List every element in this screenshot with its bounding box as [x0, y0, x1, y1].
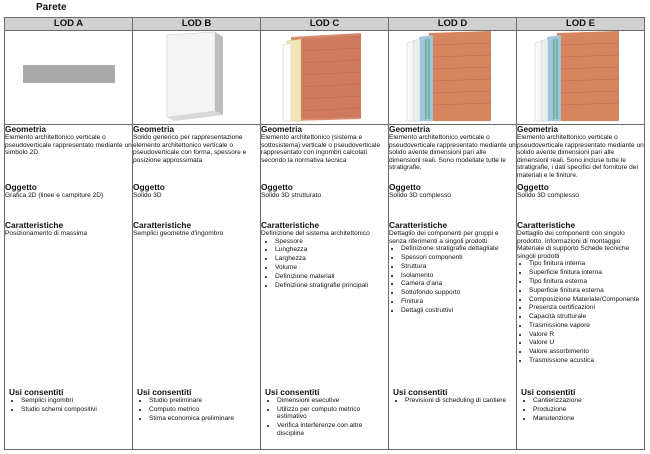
usi-consentiti-section — [265, 388, 384, 439]
oggetto-section — [517, 183, 644, 221]
caratteristiche-title: Caratteristiche — [389, 220, 448, 230]
list-item: • Sottofondo supporto — [401, 289, 516, 297]
oggetto-section — [5, 183, 132, 221]
flat-gray-bar-icon — [5, 31, 131, 123]
list-item: • Struttura — [401, 263, 516, 271]
image-cell-lod-c — [261, 31, 389, 125]
caratteristiche-list — [389, 245, 516, 314]
list-item: • Superficie finitura esterna — [529, 287, 644, 295]
col-header-lod-b: LOD B — [133, 18, 261, 31]
col-header-lod-c: LOD C — [261, 18, 389, 31]
geometria-title: Geometria — [133, 124, 175, 134]
caratteristiche-title: Caratteristiche — [133, 220, 192, 230]
list-item: • Valore U — [529, 339, 644, 347]
col-header-lod-e: LOD E — [517, 18, 645, 31]
geometria-text: Solido generico per rappresentazione elemento architettonico verticale o pseudoverticale con forma, spessore e posizione approssimata — [133, 134, 247, 164]
image-cell-lod-e — [517, 31, 645, 125]
usi-consentiti-list — [393, 397, 512, 405]
caratteristiche-list — [517, 260, 644, 364]
list-item: • Lunghezza — [275, 246, 388, 254]
list-item: • Utilizzo per computo metrico estimativo — [277, 406, 384, 421]
geometria-title: Geometria — [517, 124, 559, 134]
oggetto-title: Oggetto — [261, 182, 293, 192]
list-item: • Spessori componenti — [401, 254, 516, 262]
image-cell-lod-b — [133, 31, 261, 125]
list-item: • Superficie finitura interna — [529, 269, 644, 277]
geometria-title: Geometria — [5, 124, 47, 134]
oggetto-title: Oggetto — [517, 182, 549, 192]
geometria-section — [517, 125, 644, 183]
list-item: • Composizione Materiale/Componente — [529, 296, 644, 304]
usi-consentiti-title: Usi consentiti — [521, 387, 576, 397]
geometria-title: Geometria — [261, 124, 303, 134]
caratteristiche-text: Dettaglio dei componenti con singolo prodotto. Informazioni di montaggio Materiale di supporto Schede tecniche singoli prodotti — [517, 230, 630, 260]
caratteristiche-title: Caratteristiche — [517, 220, 576, 230]
oggetto-text: Solido 3D complesso — [389, 192, 451, 199]
col-header-lod-a: LOD A — [5, 18, 133, 31]
list-item: • Cantierizzazione — [533, 397, 640, 405]
geometria-text: Elemento architettonico verticale o pseudoverticale rappresentato mediante un solido avente dimensioni pari alle dimensioni reali. Sono incluse tutte le stratigrafie, i dati specifici del fornitore dei materiali e le finiture. — [517, 134, 644, 179]
caratteristiche-section — [5, 221, 132, 377]
list-item: • Camera d'aria — [401, 280, 516, 288]
list-item: • Definizione stratigrafie principali — [275, 282, 388, 290]
list-item: • Definizione stratigrafie dettagliate — [401, 245, 516, 253]
list-item: • Spessore — [275, 238, 388, 246]
list-item: • Produzione — [533, 406, 640, 414]
usi-consentiti-section — [393, 388, 512, 406]
list-item: • Tipo finitura interna — [529, 260, 644, 268]
body-cell-lod-e — [517, 125, 645, 450]
caratteristiche-list — [261, 238, 388, 290]
image-cell-lod-a — [5, 31, 133, 125]
caratteristiche-section — [517, 221, 644, 377]
usi-consentiti-section — [137, 388, 256, 423]
geometria-section — [389, 125, 516, 183]
list-item: • Volume — [275, 264, 388, 272]
geometria-text: Elemento architettonico verticale o pseudoverticale rappresentato mediante un simbolo 2D. — [5, 134, 132, 157]
caratteristiche-text: Posizionamento di massima — [5, 230, 88, 237]
list-item: • Trasmissione acustica — [529, 357, 644, 365]
list-item: • Dettagli costruttivi — [401, 307, 516, 315]
usi-consentiti-title: Usi consentiti — [137, 387, 192, 397]
layered-wall-3d-icon — [261, 31, 387, 123]
list-item: • Capacità strutturale — [529, 313, 644, 321]
list-item: • Verifica interferenze con altre discipline — [277, 422, 384, 437]
list-item: • Finitura — [401, 298, 516, 306]
list-item: • Dimensioni esecutive — [277, 397, 384, 405]
body-cell-lod-a — [5, 125, 133, 450]
page-title: Parete — [36, 2, 67, 13]
caratteristiche-section — [389, 221, 516, 377]
list-item: • Studio schemi compositivi — [21, 406, 128, 414]
geometria-section — [133, 125, 260, 183]
usi-consentiti-list — [137, 397, 256, 422]
list-item: • Previsioni di scheduling di cantiere — [405, 397, 512, 405]
header-row — [5, 18, 645, 31]
list-item: • Larghezza — [275, 255, 388, 263]
list-item: • Tipo finitura esterna — [529, 278, 644, 286]
caratteristiche-text: Semplici geometrie d'ingombro — [133, 230, 224, 237]
detailed-wall-layers-icon — [517, 31, 643, 123]
geometria-title: Geometria — [389, 124, 431, 134]
body-row — [5, 125, 645, 450]
generic-wall-block-icon — [133, 31, 259, 123]
oggetto-section — [133, 183, 260, 221]
oggetto-text: Solido 3D complesso — [517, 192, 579, 199]
list-item: • Manutenzione — [533, 415, 640, 423]
caratteristiche-section — [261, 221, 388, 377]
geometria-text: Elemento architettonico (sistema e sottosistema) verticale o pseudoverticale rappresentato con ingombri calcolati secondo la normativa tecnica — [261, 134, 381, 164]
oggetto-text: Solido 3D strutturato — [261, 192, 322, 199]
usi-consentiti-section — [521, 388, 640, 423]
usi-consentiti-title: Usi consentiti — [393, 387, 448, 397]
oggetto-section — [261, 183, 388, 221]
list-item: • Studio preliminare — [149, 397, 256, 405]
list-item: • Semplici ingombri — [21, 397, 128, 405]
oggetto-text: Solido 3D — [133, 192, 162, 199]
list-item: • Trasmissione vapore — [529, 322, 644, 330]
lod-table — [4, 17, 645, 450]
usi-consentiti-list — [9, 397, 128, 413]
usi-consentiti-list — [521, 397, 640, 422]
caratteristiche-text: Definizione del sistema architettonico — [261, 230, 370, 237]
body-cell-lod-c — [261, 125, 389, 450]
caratteristiche-title: Caratteristiche — [261, 220, 320, 230]
caratteristiche-text: Dettaglio dei componenti per gruppi e senza riferimenti a singoli prodotti — [389, 230, 499, 245]
list-item: • Definizione materiali — [275, 273, 388, 281]
list-item: • Stima economica preliminare — [149, 415, 256, 423]
list-item: • Valore assorbimento — [529, 348, 644, 356]
list-item: • Valore R — [529, 331, 644, 339]
caratteristiche-title: Caratteristiche — [5, 220, 64, 230]
caratteristiche-section — [133, 221, 260, 377]
usi-consentiti-list — [265, 397, 384, 437]
oggetto-section — [389, 183, 516, 221]
image-cell-lod-d — [389, 31, 517, 125]
list-item: • Isolamento — [401, 272, 516, 280]
oggetto-title: Oggetto — [389, 182, 421, 192]
oggetto-title: Oggetto — [5, 182, 37, 192]
detailed-wall-layers-icon — [389, 31, 515, 123]
body-cell-lod-d — [389, 125, 517, 450]
image-row — [5, 31, 645, 125]
oggetto-text: Grafica 2D (linee e campiture 2D) — [5, 192, 104, 199]
usi-consentiti-section — [9, 388, 128, 415]
usi-consentiti-title: Usi consentiti — [265, 387, 320, 397]
col-header-lod-d: LOD D — [389, 18, 517, 31]
body-cell-lod-b — [133, 125, 261, 450]
geometria-section — [5, 125, 132, 183]
geometria-section — [261, 125, 388, 183]
oggetto-title: Oggetto — [133, 182, 165, 192]
list-item: • Computo metrico — [149, 406, 256, 414]
list-item: • Presenza certificazioni — [529, 304, 644, 312]
geometria-text: Elemento architettonico verticale o pseudoverticale rappresentato mediante un solido avente dimensioni pari alle dimensioni reali. Sono modellate tutte le stratigrafie. — [389, 134, 516, 172]
usi-consentiti-title: Usi consentiti — [9, 387, 64, 397]
